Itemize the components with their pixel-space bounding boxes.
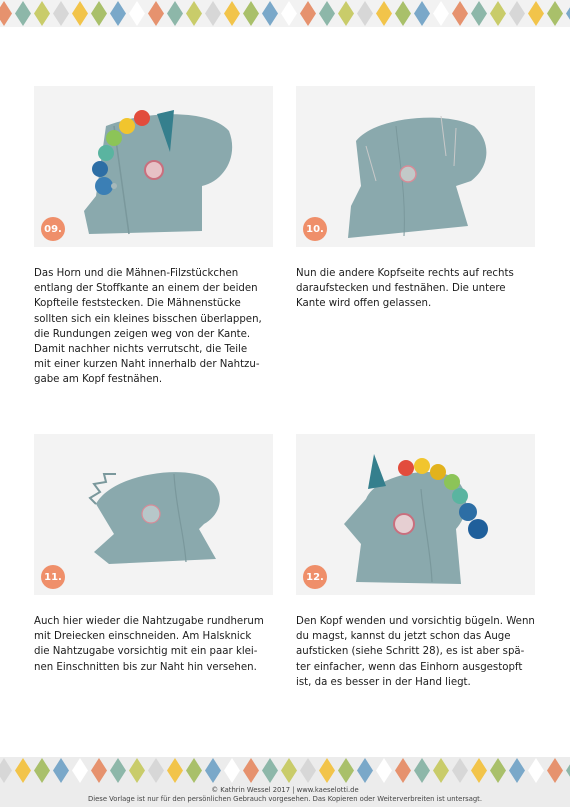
band-diamond <box>490 1 506 26</box>
band-diamond <box>205 758 221 783</box>
band-diamond <box>547 758 563 783</box>
band-diamond <box>91 1 107 26</box>
footer-notice: Diese Vorlage ist nur für den persönlichen Gebrauch vorgesehen. Das Kopieren oder Weiterverbreiten ist untersagt. <box>87 795 483 803</box>
band-diamond <box>129 1 145 26</box>
step-11-badge: 11. <box>41 565 65 589</box>
step-09-caption: Das Horn und die Mähnen-Filzstückchen entlang der Stoffkante an einem der beiden Kopfteile feststecken. Die Mähnenstücke sollten sich ein kleines bisschen überlappen, die Rundungen zeigen weg von der Kante. Damit nachher nichts verrutscht, die Teile mit einer kurzen Naht innerhalb der Nahtzu- gabe am Kopf festnähen. <box>34 268 262 386</box>
band-diamond <box>452 758 468 783</box>
band-diamond <box>338 1 354 26</box>
band-diamond <box>262 1 278 26</box>
band-diamond <box>357 1 373 26</box>
band-diamond <box>471 758 487 783</box>
band-diamond <box>186 758 202 783</box>
band-diamond <box>433 758 449 783</box>
bottom-decorative-band <box>0 757 570 784</box>
band-diamond <box>414 758 430 783</box>
step-10-badge: 10. <box>303 217 327 241</box>
band-diamond <box>243 758 259 783</box>
band-diamond <box>0 1 12 26</box>
step-09-photo <box>34 86 273 247</box>
band-diamond <box>566 758 570 783</box>
band-diamond <box>110 758 126 783</box>
band-diamond <box>224 1 240 26</box>
step-10-caption: Nun die andere Kopfseite rechts auf rechts daraufstecken und festnähen. Die untere Kante wird offen gelassen. <box>296 268 514 310</box>
band-diamond <box>34 1 50 26</box>
band-diamond <box>15 758 31 783</box>
step-12-caption: Den Kopf wenden und vorsichtig bügeln. Wenn du magst, kannst du jetzt schon das Auge aufsticken (siehe Schritt 28), es ist aber spä- ter einfacher, wenn das Einhorn ausgestopft ist, da es besser in der Hand liegt. <box>296 616 535 688</box>
band-diamond <box>395 758 411 783</box>
band-diamond <box>452 1 468 26</box>
step-11-caption: Auch hier wieder die Nahtzugabe rundherum mit Dreiecken einschneiden. Am Halsknick die Nahtzugabe vorsichtig mit ein paar klei- nen Einschnitten bis zur Naht hin versehen. <box>34 616 264 673</box>
band-diamond <box>319 758 335 783</box>
step-11-photo <box>34 434 273 595</box>
band-diamond <box>34 758 50 783</box>
band-diamond <box>148 1 164 26</box>
band-diamond <box>72 1 88 26</box>
band-diamond <box>243 1 259 26</box>
band-diamond <box>509 1 525 26</box>
band-diamond <box>0 758 12 783</box>
step-10-photo <box>296 86 535 247</box>
band-diamond <box>53 758 69 783</box>
band-diamond <box>300 1 316 26</box>
footer-credit: © Kathrin Wessel 2017 | www.kaeselotti.de <box>211 786 359 794</box>
band-diamond <box>72 758 88 783</box>
band-diamond <box>300 758 316 783</box>
band-diamond <box>205 1 221 26</box>
band-diamond <box>357 758 373 783</box>
band-diamond <box>281 1 297 26</box>
band-diamond <box>167 758 183 783</box>
top-decorative-band <box>0 0 570 27</box>
band-diamond <box>224 758 240 783</box>
band-diamond <box>110 1 126 26</box>
band-diamond <box>91 758 107 783</box>
step-12-photo <box>296 434 535 595</box>
band-diamond <box>53 1 69 26</box>
band-diamond <box>167 1 183 26</box>
band-diamond <box>376 758 392 783</box>
band-diamond <box>338 758 354 783</box>
band-diamond <box>281 758 297 783</box>
band-diamond <box>15 1 31 26</box>
band-diamond <box>319 1 335 26</box>
band-diamond <box>547 1 563 26</box>
step-09-badge: 09. <box>41 217 65 241</box>
band-diamond <box>509 758 525 783</box>
band-diamond <box>528 758 544 783</box>
band-diamond <box>490 758 506 783</box>
band-diamond <box>528 1 544 26</box>
band-diamond <box>186 1 202 26</box>
band-diamond <box>262 758 278 783</box>
band-diamond <box>566 1 570 26</box>
band-diamond <box>376 1 392 26</box>
band-diamond <box>395 1 411 26</box>
step-12-badge: 12. <box>303 565 327 589</box>
band-diamond <box>433 1 449 26</box>
band-diamond <box>129 758 145 783</box>
band-diamond <box>148 758 164 783</box>
band-diamond <box>471 1 487 26</box>
band-diamond <box>414 1 430 26</box>
